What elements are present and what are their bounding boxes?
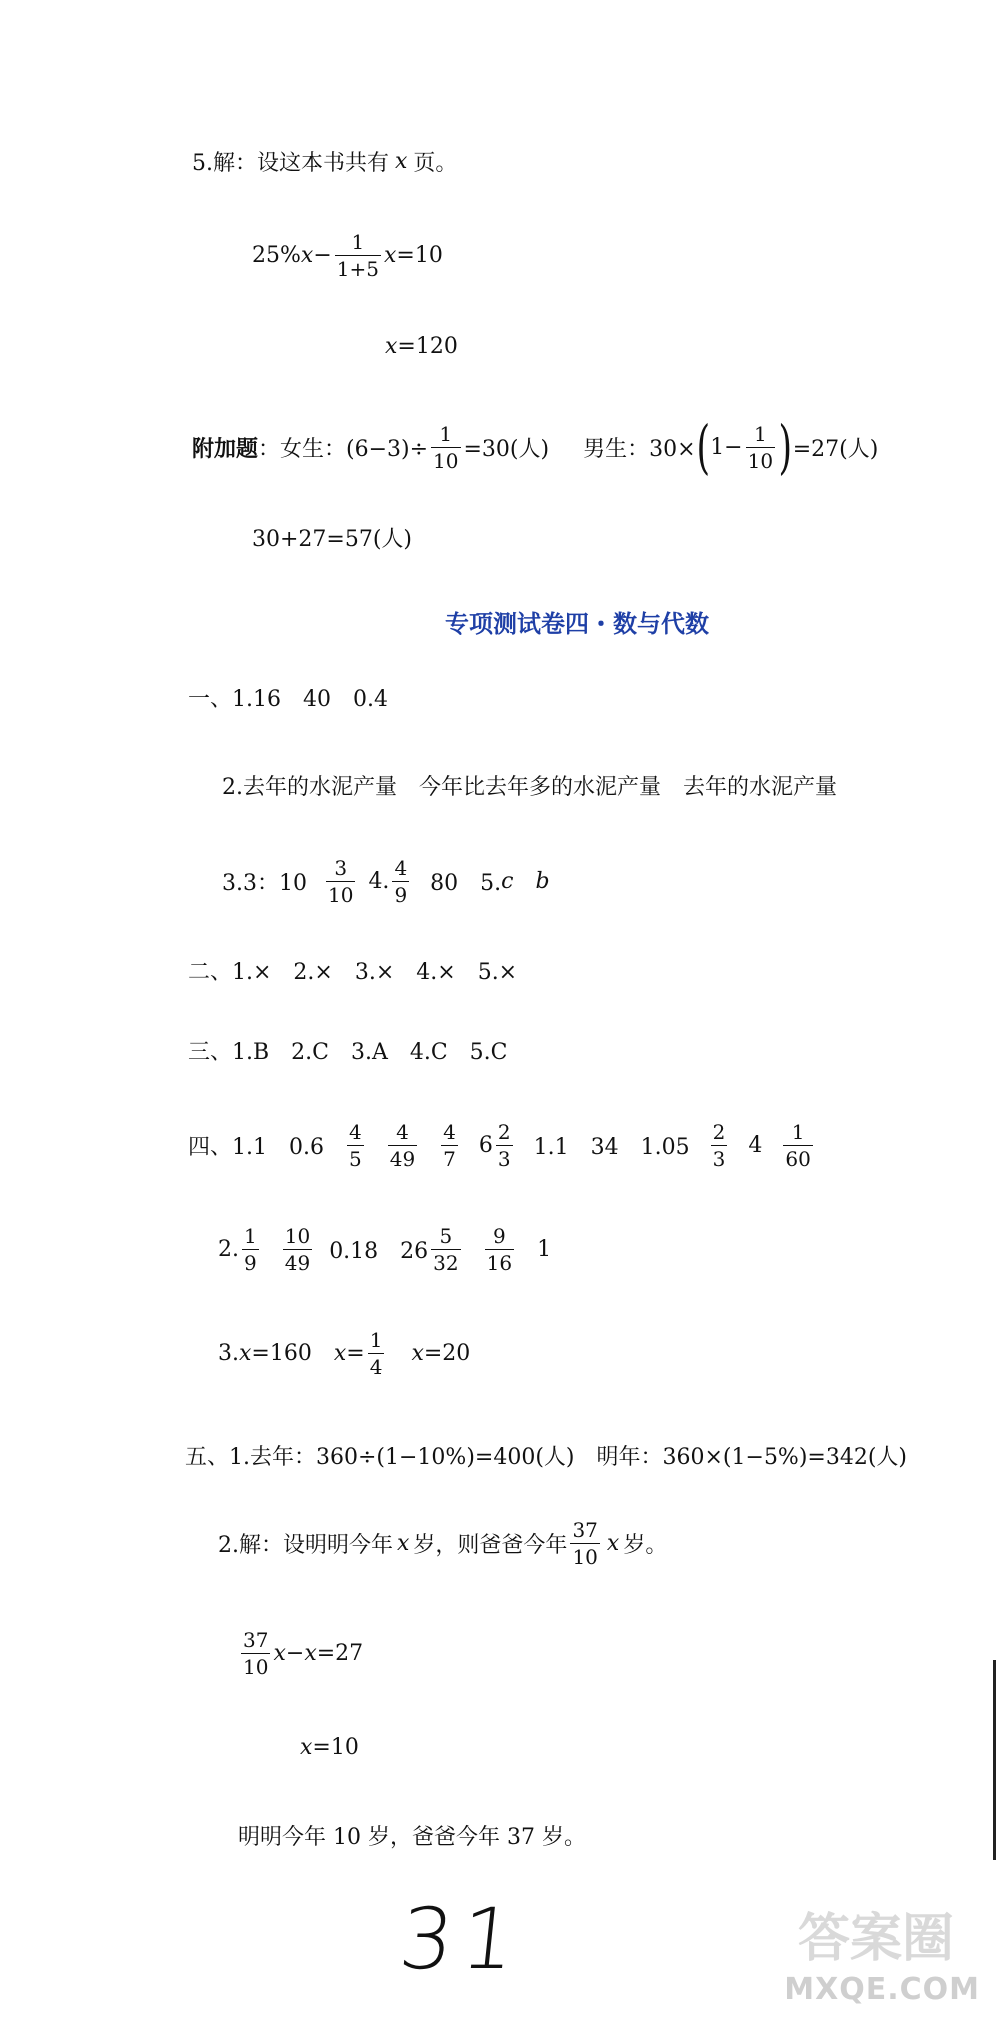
bonus-boys-inner: 1− xyxy=(710,434,743,460)
eq-rhs: =160 xyxy=(251,1341,312,1366)
eq-rhs: =27 xyxy=(316,1641,364,1666)
part5-equation-2 xyxy=(300,1735,359,1760)
problem5-equation-1 xyxy=(252,232,443,279)
fraction: $\frac{2}{3}$ xyxy=(497,1120,511,1171)
part5-equation-1 xyxy=(238,1630,363,1677)
eq-var: x xyxy=(239,1341,252,1366)
eq-var: x xyxy=(300,1735,313,1760)
bonus-total: 30+27=57(人) xyxy=(252,527,413,552)
eq-var: x xyxy=(383,243,397,268)
mixed-whole: 6 xyxy=(478,1133,493,1158)
part4-q2 xyxy=(218,1226,551,1273)
paren-left: ( xyxy=(696,413,710,481)
fraction: $\frac{2}{3}$ xyxy=(712,1120,726,1171)
eq-op: − xyxy=(313,243,332,268)
eq-rhs: =10 xyxy=(396,243,443,268)
q1-text: 四、1.1 0.6 xyxy=(188,1135,324,1160)
q2-text: 岁，则爸爸今年 xyxy=(413,1533,568,1558)
problem5-intro: 5.解：设这本书共有 xyxy=(192,151,389,176)
q2-text: 1 xyxy=(537,1237,552,1262)
fraction: $\frac{9}{16}$ xyxy=(486,1224,513,1275)
paren-right: ) xyxy=(778,413,793,481)
part4-q3 xyxy=(218,1330,470,1377)
eq-var: x xyxy=(385,334,398,359)
fraction: $\frac{10}{49}$ xyxy=(284,1224,311,1275)
part5-q2 xyxy=(218,1520,667,1567)
q2-text: 岁。 xyxy=(623,1533,668,1558)
q2-var: x xyxy=(397,1531,410,1556)
page-number: 31 xyxy=(394,1890,529,1988)
fraction: $\frac{37}{10}$ xyxy=(572,1518,598,1569)
eq-var: x xyxy=(300,243,314,268)
q3-text: 3. xyxy=(218,1341,239,1366)
problem5-equation-2 xyxy=(385,334,458,359)
fraction: $\frac{4}{49}$ xyxy=(389,1120,416,1171)
watermark-top: 答案圈 xyxy=(797,1909,954,1969)
part4-q1 xyxy=(188,1122,816,1169)
q2-var: x xyxy=(606,1531,620,1556)
problem5-page: 页。 xyxy=(413,151,458,176)
eq-var: x xyxy=(273,1641,286,1666)
section-title: 专项测试卷四・数与代数 xyxy=(445,610,709,638)
q2-text: 2. xyxy=(218,1237,239,1262)
q3-text: 3.3：10 xyxy=(222,871,307,896)
fraction: $\frac{4}{5}$ xyxy=(348,1120,362,1171)
problem5-line xyxy=(192,146,457,177)
fraction: $\frac{1}{60}$ xyxy=(785,1120,811,1171)
fraction: $\frac{1}{9}$ xyxy=(244,1224,257,1275)
eq-rhs: =120 xyxy=(397,334,458,359)
fraction: $\frac{4}{7}$ xyxy=(443,1120,456,1171)
bonus-boys-result: =27(人) xyxy=(792,436,879,462)
q1-text: 1.1 34 1.05 xyxy=(533,1135,690,1160)
eq-term: 25% xyxy=(252,243,301,268)
watermark-bottom: MXQE.COM xyxy=(784,1972,980,2007)
part5-answer: 明明今年 10 岁，爸爸今年 37 岁。 xyxy=(238,1825,586,1850)
watermark-logo xyxy=(744,1909,994,2013)
fraction: $\frac{3}{10}$ xyxy=(327,856,354,907)
fraction: $\frac{1}{1+5}$ xyxy=(336,230,379,281)
q1-text: 4 xyxy=(748,1133,763,1158)
q3-text: 4. xyxy=(368,869,390,894)
fraction: $\frac{1}{10}$ xyxy=(747,421,774,473)
part1-q1: 一、1.16 40 0.4 xyxy=(188,687,388,712)
eq-op: = xyxy=(346,1341,365,1366)
bonus-boys-label: 男生：30× xyxy=(583,436,696,462)
eq-rhs: =10 xyxy=(312,1735,359,1760)
part3: 三、1.B 2.C 3.A 4.C 5.C xyxy=(188,1040,508,1065)
q3-var: b xyxy=(535,869,550,894)
part1-q2: 2.去年的水泥产量 今年比去年多的水泥产量 去年的水泥产量 xyxy=(222,775,837,800)
part5-q1: 五、1.去年：360÷(1−10%)=400(人) 明年：360×(1−5%)=342(人) xyxy=(185,1445,908,1470)
eq-rhs: =20 xyxy=(423,1341,471,1366)
q2-text: 0.18 26 xyxy=(329,1239,429,1264)
part1-q3 xyxy=(222,858,550,905)
bonus-line xyxy=(192,413,879,481)
part2: 二、1.× 2.× 3.× 4.× 5.× xyxy=(188,960,518,985)
fraction: $\frac{1}{4}$ xyxy=(369,1328,383,1379)
eq-op: − xyxy=(285,1641,305,1666)
eq-var: x xyxy=(333,1341,347,1366)
problem5-var: x xyxy=(395,149,408,174)
fraction: $\frac{4}{9}$ xyxy=(394,856,408,907)
fraction: $\frac{1}{10}$ xyxy=(433,421,459,473)
eq-var: x xyxy=(304,1641,317,1666)
bonus-label: 附加题 xyxy=(192,435,259,462)
fraction: $\frac{37}{10}$ xyxy=(243,1628,269,1679)
q3-text: 80 5. xyxy=(430,871,502,896)
fraction: $\frac{5}{32}$ xyxy=(433,1224,459,1275)
q3-var: c xyxy=(501,869,514,894)
bonus-girls-result: =30(人) xyxy=(463,436,550,462)
q2-text: 2.解：设明明今年 xyxy=(218,1533,393,1558)
eq-var: x xyxy=(411,1341,424,1366)
bonus-girls-label: ：女生：(6−3)÷ xyxy=(258,436,429,462)
margin-mark xyxy=(993,1660,996,1860)
